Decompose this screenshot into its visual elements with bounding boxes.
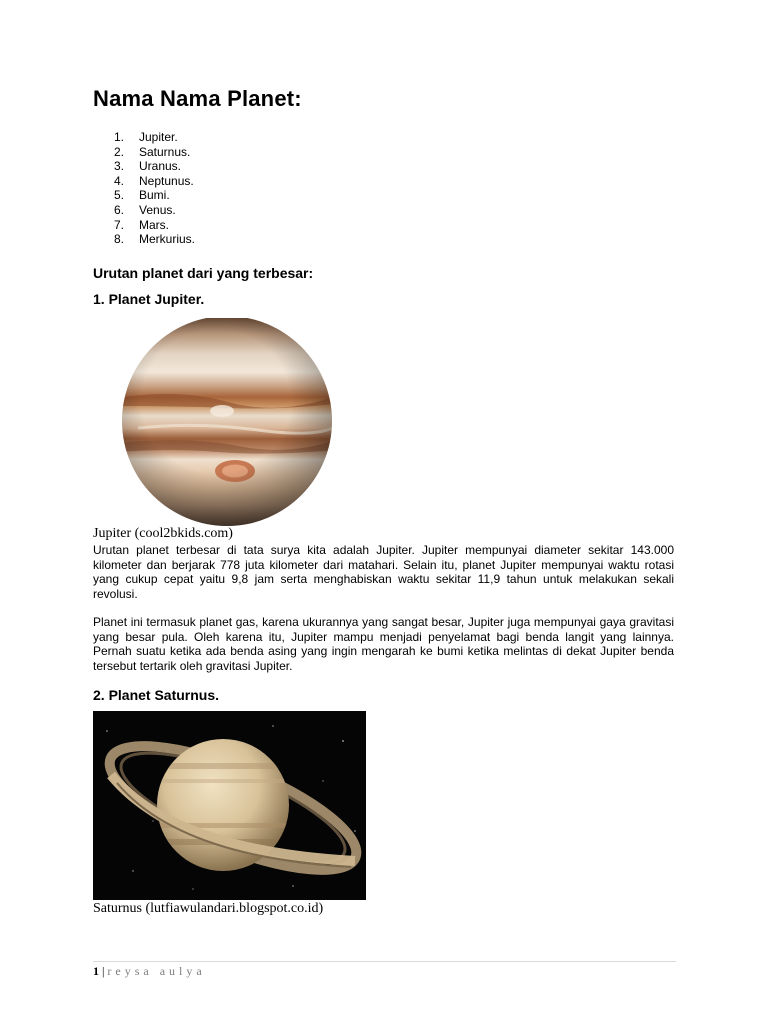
- planet-name: Neptunus.: [139, 173, 194, 188]
- page-number: 1: [93, 964, 99, 978]
- jupiter-paragraph-2: Planet ini termasuk planet gas, karena ukurannya yang sangat besar, Jupiter juga mempunyai gaya gravitasi yang besar pula. Oleh karena itu, Jupiter mampu menjadi penyelamat bagi benda langit yang lainnya. Pernah suatu ketika ada benda asing yang ingin mengarah ke bumi ketika melintas di dekat Jupiter benda tersebut tertarik oleh gravitasi Jupiter.: [93, 615, 674, 673]
- list-item: [114, 145, 195, 160]
- list-item: [114, 203, 195, 218]
- list-number: 8.: [114, 232, 125, 247]
- saturnus-image: [93, 711, 366, 900]
- list-number: 6.: [114, 202, 125, 217]
- list-item: [114, 232, 195, 247]
- saturnus-caption: Saturnus (lutfiawulandari.blogspot.co.id): [93, 901, 324, 916]
- list-number: 3.: [114, 159, 125, 174]
- planet-name: Merkurius.: [139, 232, 196, 247]
- footer-divider: [93, 961, 676, 962]
- planet-name: Venus.: [139, 202, 176, 217]
- list-number: 5.: [114, 188, 125, 203]
- jupiter-heading: 1. Planet Jupiter.: [93, 291, 205, 307]
- jupiter-caption: Jupiter (cool2bkids.com): [93, 526, 233, 541]
- list-item: [114, 188, 195, 203]
- planet-name: Saturnus.: [139, 144, 191, 159]
- page-footer: [93, 964, 206, 979]
- jupiter-paragraph-1: Urutan planet terbesar di tata surya kita adalah Jupiter. Jupiter mempunyai diameter sekitar 143.000 kilometer dan berjarak 778 juta kilometer dari matahari. Selain itu, planet Jupiter mempunyai waktu rotasi yang cukup cepat yaitu 9,8 jam serta menghabiskan waktu sekitar 11,9 tahun untuk melakukan sekali revolusi.: [93, 543, 674, 601]
- list-item: [114, 218, 195, 233]
- list-number: 2.: [114, 144, 125, 159]
- planet-name: Jupiter.: [139, 130, 178, 144]
- list-item: [114, 130, 195, 145]
- order-heading: Urutan planet dari yang terbesar:: [93, 265, 314, 281]
- list-number: 7.: [114, 217, 125, 232]
- page-title: Nama Nama Planet:: [93, 86, 302, 111]
- list-number: 4.: [114, 173, 125, 188]
- planet-name: Mars.: [139, 217, 169, 232]
- planet-name: Uranus.: [139, 159, 182, 174]
- list-number: 1.: [114, 130, 125, 144]
- list-item: [114, 159, 195, 174]
- jupiter-image: [118, 318, 336, 526]
- planet-list: [114, 130, 195, 247]
- list-item: [114, 174, 195, 189]
- footer-separator: |: [102, 964, 105, 978]
- saturnus-heading: 2. Planet Saturnus.: [93, 687, 220, 703]
- footer-author: reysa aulya: [107, 964, 206, 978]
- planet-name: Bumi.: [139, 188, 170, 203]
